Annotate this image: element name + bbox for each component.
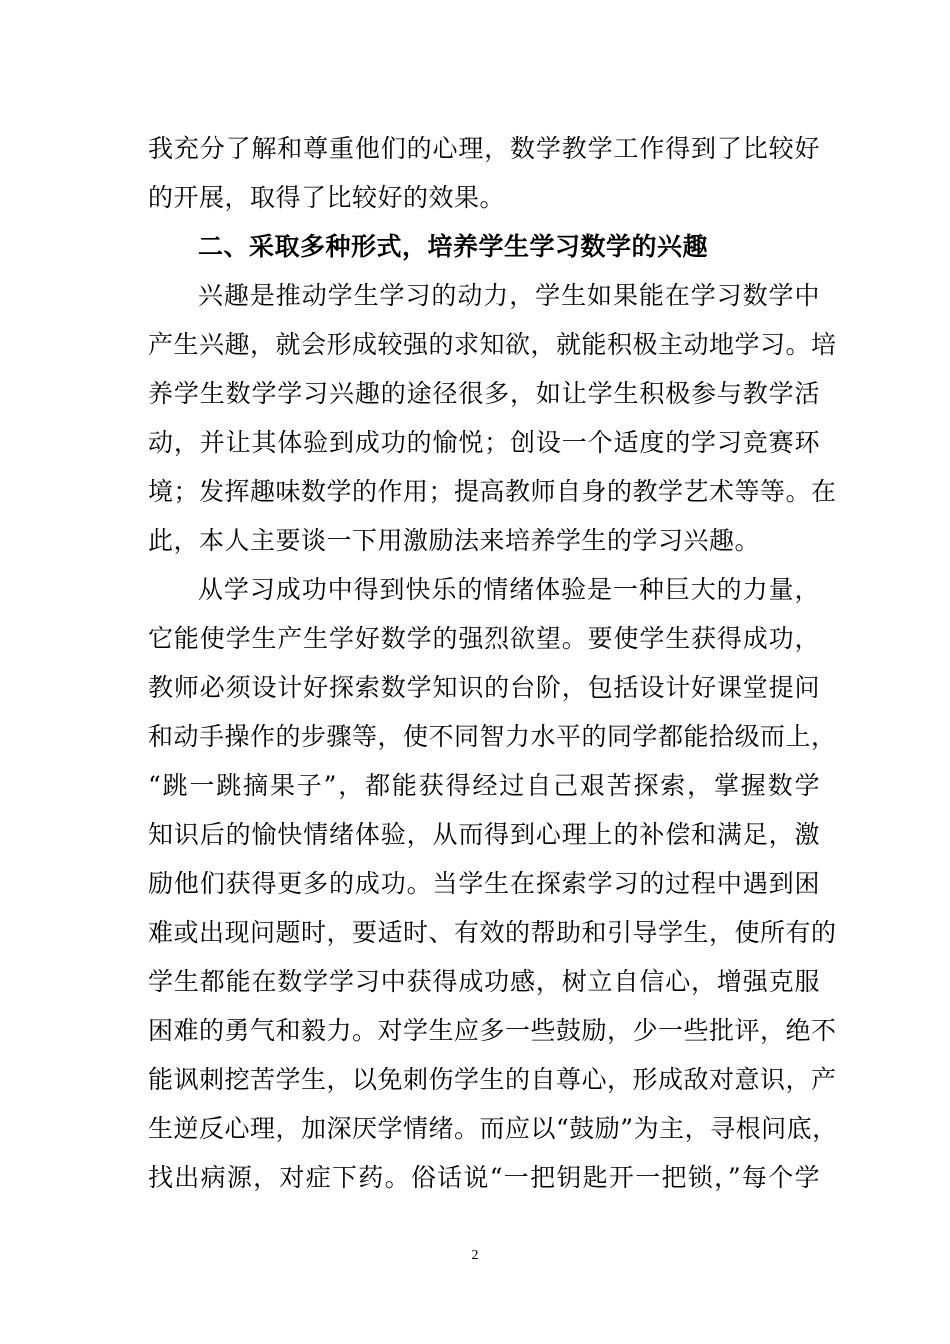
- text-line: 动，并让其体验到成功的愉悦；创设一个适度的学习竞赛环: [148, 428, 820, 457]
- text-line: 它能使学生产生学好数学的强烈欲望。要使学生获得成功，: [148, 624, 820, 653]
- text-line: 教师必须设计好探索数学知识的台阶，包括设计好课堂提问: [148, 673, 820, 702]
- body-text: [148, 124, 838, 1202]
- text-line: 的开展，取得了比较好的效果。: [148, 183, 506, 212]
- text-line: 境；发挥趣味数学的作用；提高教师自身的教学艺术等等。在: [148, 477, 837, 506]
- section-heading: 二、采取多种形式，培养学生学习数学的兴趣: [198, 232, 709, 261]
- text-line: 生逆反心理，加深厌学情绪。而应以“鼓励”为主，寻根问底，: [148, 1114, 838, 1143]
- text-line: 和动手操作的步骤等，使不同智力水平的同学都能拾级而上，: [148, 722, 837, 751]
- text-line: 知识后的愉快情绪体验，从而得到心理上的补偿和满足，激: [148, 820, 820, 849]
- text-line: “跳一跳摘果子”，都能获得经过自己艰苦探索，掌握数学: [148, 771, 820, 800]
- text-line: 从学习成功中得到快乐的情绪体验是一种巨大的力量，: [198, 575, 820, 604]
- text-line: 学生都能在数学学习中获得成功感，树立自信心，增强克服: [148, 967, 820, 996]
- text-line: 产生兴趣，就会形成较强的求知欲，就能积极主动地学习。培: [148, 330, 837, 359]
- text-line: 养学生数学学习兴趣的途径很多，如让学生积极参与教学活: [148, 379, 820, 408]
- text-line: 找出病源，对症下药。俗话说“一把钥匙开一把锁，”每个学: [148, 1163, 820, 1192]
- text-line: 能讽刺挖苦学生，以免刺伤学生的自尊心，形成敌对意识，产: [148, 1065, 837, 1094]
- text-line: 励他们获得更多的成功。当学生在探索学习的过程中遇到困: [148, 869, 820, 898]
- text-line: 困难的勇气和毅力。对学生应多一些鼓励，少一些批评，绝不: [148, 1016, 837, 1045]
- text-line: 兴趣是推动学生学习的动力，学生如果能在学习数学中: [198, 281, 820, 310]
- page-number: 2: [471, 1248, 479, 1263]
- text-line: 难或出现问题时，要适时、有效的帮助和引导学生，使所有的: [148, 918, 837, 947]
- text-line: 此，本人主要谈一下用激励法来培养学生的学习兴趣。: [148, 526, 761, 555]
- text-line: 我充分了解和尊重他们的心理，数学教学工作得到了比较好: [148, 134, 820, 163]
